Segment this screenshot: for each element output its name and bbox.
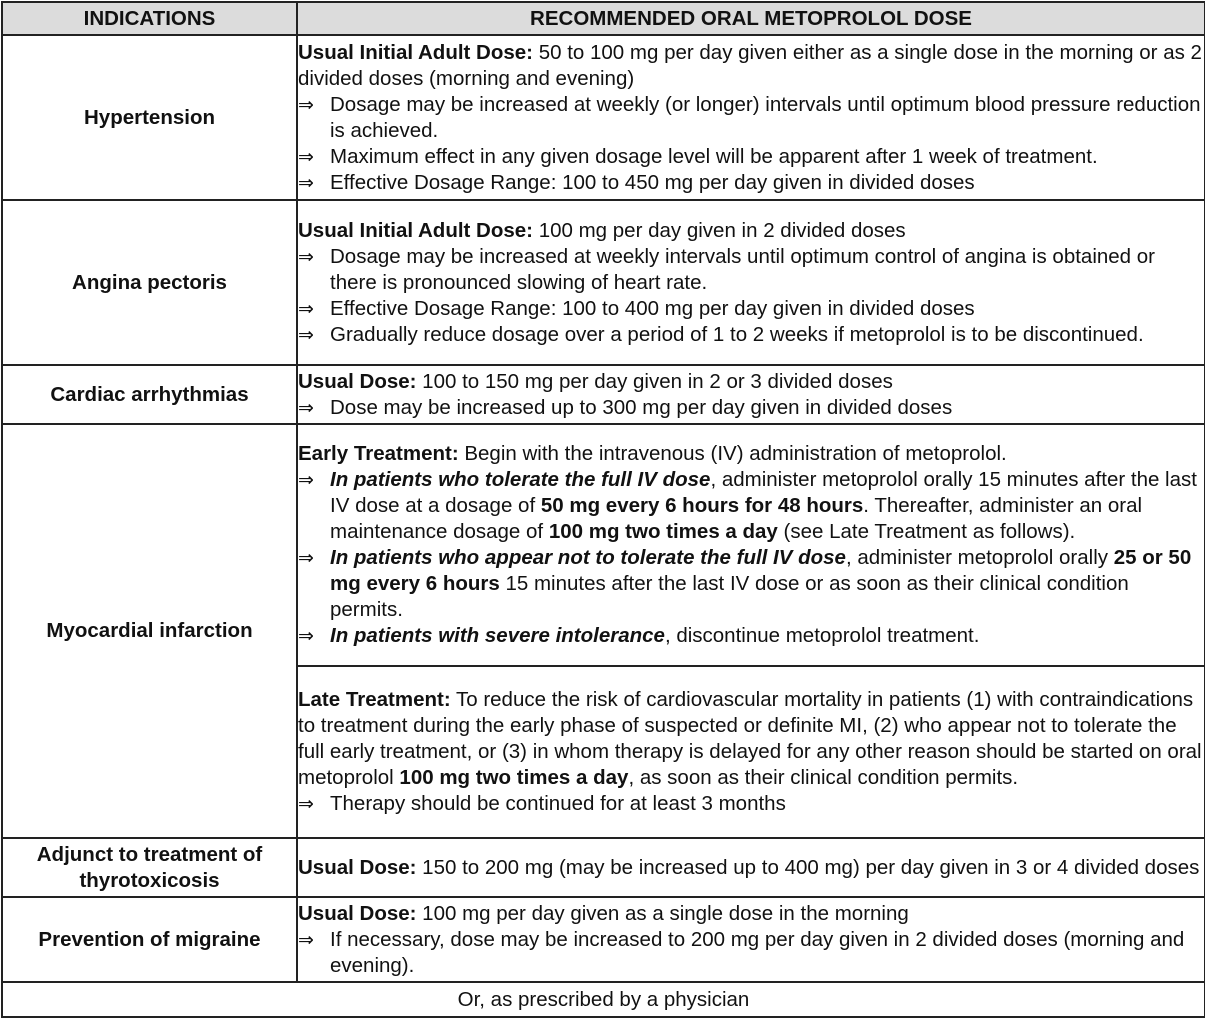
arrow-icon: ⇒ bbox=[298, 469, 314, 491]
emphasis-text: In patients who appear not to tolerate the full IV dose bbox=[330, 546, 846, 569]
arrow-icon: ⇒ bbox=[298, 145, 314, 168]
lead-paragraph bbox=[298, 369, 1204, 395]
bullet-text: , administer metoprolol orally 15 minutes after the last IV dose at a dosage of bbox=[330, 468, 1197, 517]
lead-text: Begin with the intravenous (IV) administration of metoprolol. bbox=[458, 442, 1007, 465]
arrow-icon: ⇒ bbox=[298, 928, 314, 951]
lead-text: 100 to 150 mg per day given in 2 or 3 divided doses bbox=[416, 369, 893, 393]
bullet-text: , discontinue metoprolol treatment. bbox=[664, 624, 980, 647]
arrow-icon: ⇒ bbox=[298, 396, 314, 419]
dose-thyrotoxicosis bbox=[297, 838, 1205, 897]
lead-text: 100 mg per day given as a single dose in the morning bbox=[416, 901, 909, 925]
lead-label: Usual Initial Adult Dose: bbox=[298, 40, 534, 64]
dose-mi-early bbox=[297, 424, 1205, 666]
bullet-text: Gradually reduce dosage over a period of 1 to 2 weeks if metoprolol is to be discontinued. bbox=[330, 322, 1144, 346]
bullet-text: Maximum effect in any given dosage level will be apparent after 1 week of treatment. bbox=[330, 144, 1098, 168]
footer-row bbox=[2, 982, 1205, 1017]
bullet bbox=[298, 296, 1204, 322]
bullet bbox=[298, 395, 1204, 421]
arrow-icon: ⇒ bbox=[298, 93, 314, 116]
bullet-text: Dosage may be increased at weekly intervals until optimum control of angina is obtained or there is pronounced slowing of heart rate. bbox=[330, 244, 1155, 294]
header-indications: INDICATIONS bbox=[2, 2, 297, 35]
dose-arrhythmias bbox=[297, 365, 1205, 424]
arrow-icon: ⇒ bbox=[298, 171, 314, 194]
bullet-text: Dosage may be increased at weekly (or longer) intervals until optimum blood pressure reduction is achieved. bbox=[330, 92, 1201, 142]
bullet bbox=[298, 467, 1204, 545]
bullet bbox=[298, 322, 1204, 348]
lead-paragraph bbox=[298, 218, 1204, 244]
strong-text: 50 mg every 6 hours for 48 hours bbox=[540, 494, 864, 517]
arrow-icon: ⇒ bbox=[298, 625, 314, 647]
indication-hypertension: Hypertension bbox=[2, 35, 297, 200]
bullet bbox=[298, 927, 1204, 979]
indication-arrhythmias: Cardiac arrhythmias bbox=[2, 365, 297, 424]
emphasis-text: In patients with severe intolerance bbox=[330, 624, 665, 647]
arrow-icon: ⇒ bbox=[298, 323, 314, 346]
lead-label: Usual Dose: bbox=[298, 855, 417, 879]
arrow-icon: ⇒ bbox=[298, 245, 314, 268]
lead-paragraph bbox=[298, 855, 1204, 881]
strong-text: 100 mg two times a day bbox=[548, 520, 778, 543]
lead-paragraph bbox=[298, 441, 1204, 467]
bullet-text: . Thereafter, administer an oral maintenance dosage of bbox=[330, 494, 1143, 543]
lead-label: Usual Initial Adult Dose: bbox=[298, 218, 534, 242]
bullet bbox=[298, 244, 1204, 296]
bullet-text: Dose may be increased up to 300 mg per day given in divided doses bbox=[330, 395, 953, 419]
bullet-text: (see Late Treatment as follows). bbox=[777, 520, 1076, 543]
lead-paragraph bbox=[298, 901, 1204, 927]
bullet bbox=[298, 791, 1204, 817]
lead-label: Usual Dose: bbox=[298, 369, 417, 393]
lead-text: To reduce the risk of cardiovascular mortality in patients (1) with contraindications to treatment during the early phase of suspected or definite MI, (2) who appear not to tolerate the full early treatment, or (3) in whom therapy is delayed for any other reason should be started on oral metoprolol bbox=[298, 688, 1202, 789]
bullet-text: Effective Dosage Range: 100 to 450 mg per day given in divided doses bbox=[330, 170, 975, 194]
bullet-text: Effective Dosage Range: 100 to 400 mg per day given in divided doses bbox=[330, 296, 975, 320]
arrow-icon: ⇒ bbox=[298, 547, 314, 569]
bullet-text: , administer metoprolol orally bbox=[845, 546, 1114, 569]
indication-angina: Angina pectoris bbox=[2, 200, 297, 365]
bullet bbox=[298, 144, 1204, 170]
lead-paragraph bbox=[298, 687, 1204, 791]
lead-label: Early Treatment: bbox=[298, 442, 459, 465]
header-row bbox=[2, 2, 1205, 35]
lead-label: Usual Dose: bbox=[298, 901, 417, 925]
indication-migraine: Prevention of migraine bbox=[2, 897, 297, 982]
lead-label: Late Treatment: bbox=[298, 688, 451, 711]
dose-angina bbox=[297, 200, 1205, 365]
indication-thyrotoxicosis: Adjunct to treatment of thyrotoxicosis bbox=[2, 838, 297, 897]
strong-text: 25 or 50 mg every 6 hours bbox=[330, 546, 1192, 595]
dosage-table bbox=[1, 1, 1205, 1018]
bullet bbox=[298, 170, 1204, 196]
dose-migraine bbox=[297, 897, 1205, 982]
lead-text: 150 to 200 mg (may be increased up to 400 mg) per day given in 3 or 4 divided doses bbox=[416, 855, 1200, 879]
row-migraine bbox=[2, 897, 1205, 982]
bullet-text: If necessary, dose may be increased to 200 mg per day given in 2 divided doses (morning and evening). bbox=[330, 927, 1185, 977]
row-thyrotoxicosis bbox=[2, 838, 1205, 897]
bullet-text: 15 minutes after the last IV dose or as soon as their clinical condition permits. bbox=[330, 572, 1129, 621]
lead-text: 100 mg per day given in 2 divided doses bbox=[533, 218, 906, 242]
lead-text: 50 to 100 mg per day given either as a single dose in the morning or as 2 divided doses (morning and evening) bbox=[298, 40, 1202, 90]
lead-paragraph bbox=[298, 40, 1204, 92]
arrow-icon: ⇒ bbox=[298, 297, 314, 320]
row-mi-early bbox=[2, 424, 1205, 666]
row-hypertension bbox=[2, 35, 1205, 200]
emphasis-text: In patients who tolerate the full IV dose bbox=[330, 468, 711, 491]
dose-hypertension bbox=[297, 35, 1205, 200]
row-arrhythmias bbox=[2, 365, 1205, 424]
lead-text: , as soon as their clinical condition permits. bbox=[628, 766, 1019, 789]
bullet-text: Therapy should be continued for at least 3 months bbox=[330, 792, 786, 815]
row-angina bbox=[2, 200, 1205, 365]
indication-mi: Myocardial infarction bbox=[2, 424, 297, 838]
bullet bbox=[298, 545, 1204, 623]
bullet bbox=[298, 623, 1204, 649]
footer-note: Or, as prescribed by a physician bbox=[2, 982, 1205, 1017]
header-dose: RECOMMENDED ORAL METOPROLOL DOSE bbox=[297, 2, 1205, 35]
arrow-icon: ⇒ bbox=[298, 793, 314, 815]
dose-mi-late bbox=[297, 666, 1205, 838]
strong-text: 100 mg two times a day bbox=[399, 766, 629, 789]
bullet bbox=[298, 92, 1204, 144]
